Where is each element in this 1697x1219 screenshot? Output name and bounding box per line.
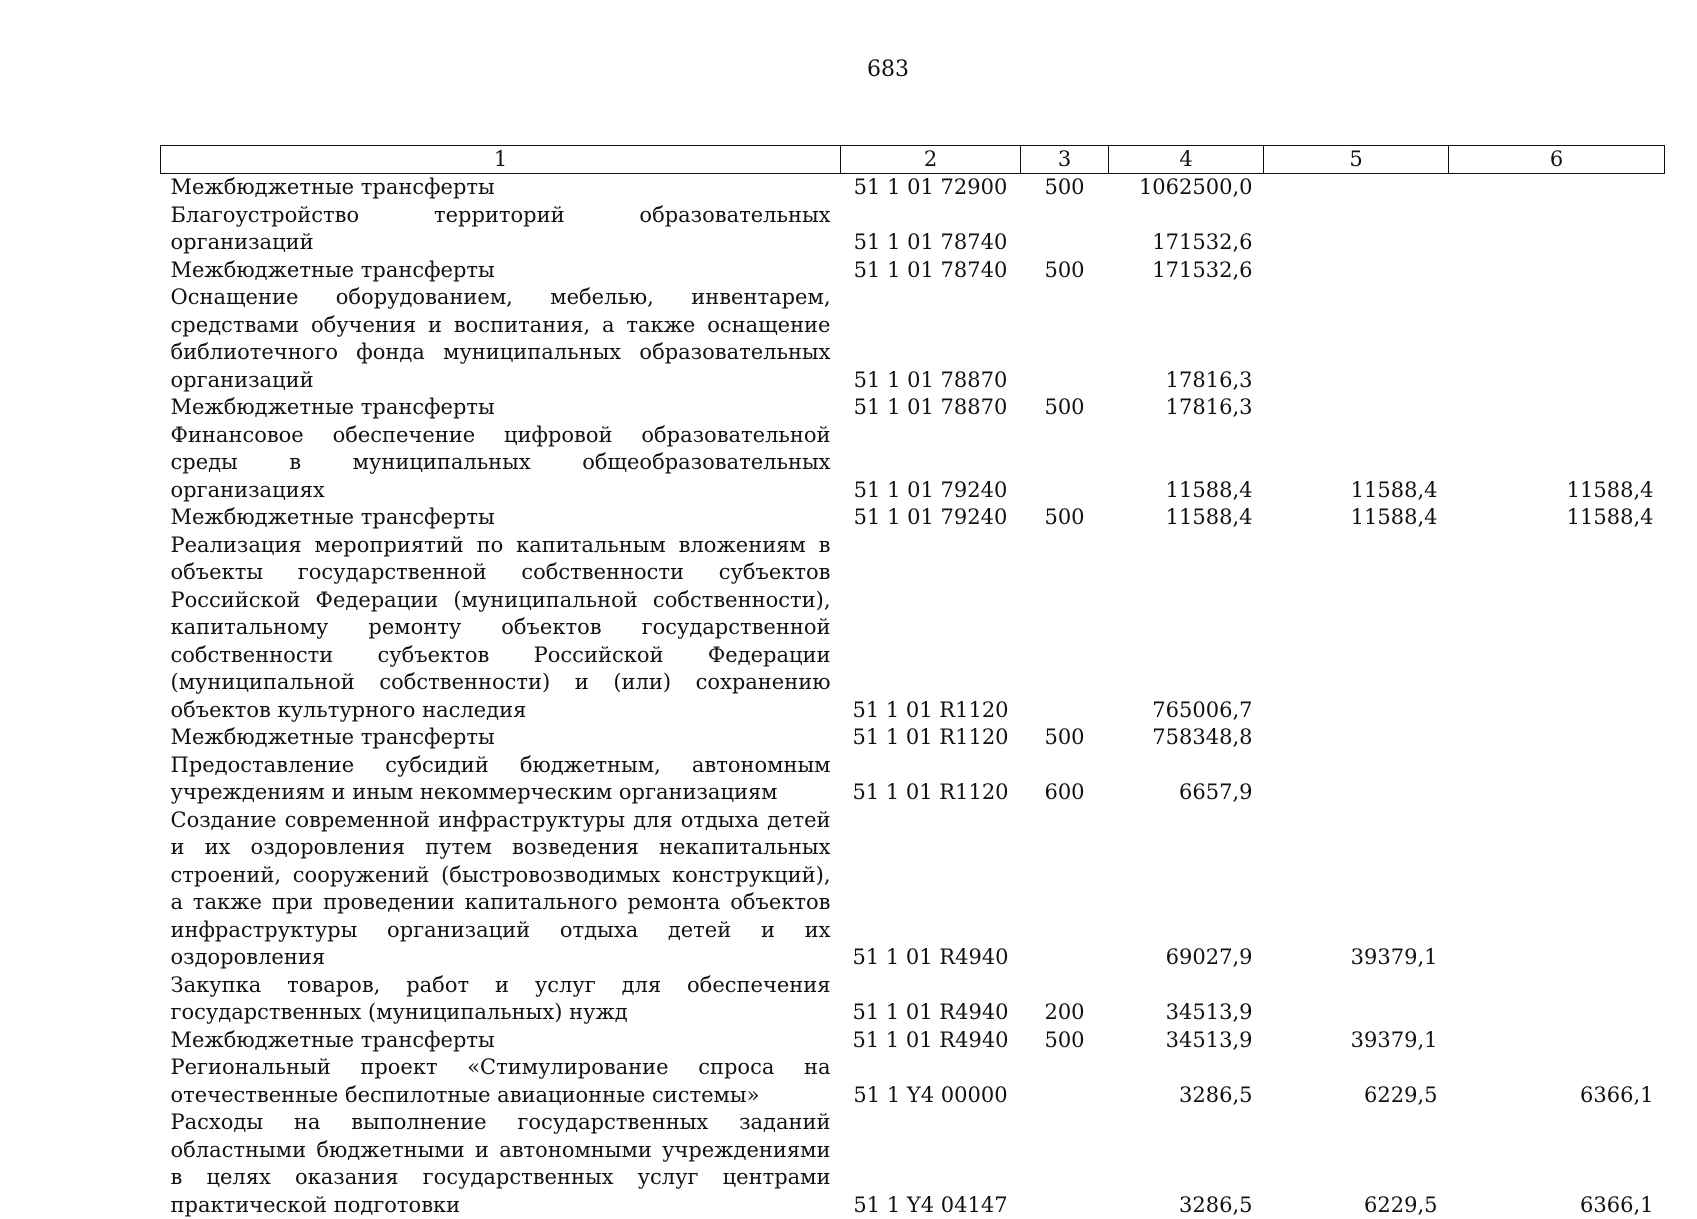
row-expense-type	[1021, 422, 1109, 505]
row-value-col4: 765006,7	[1109, 532, 1264, 725]
row-name: Оснащение оборудованием, мебелью, инвентарем, средствами обучения и воспитания, а также оснащение библиотечного фонда муниципальных образовательных организаций	[161, 284, 841, 394]
row-code: 51 1 01 78740	[841, 257, 1021, 285]
row-code: 51 1 01 R4940	[841, 1027, 1021, 1055]
row-expense-type: 500	[1021, 257, 1109, 285]
row-name: Межбюджетные трансферты	[161, 394, 841, 422]
table-row	[161, 752, 1665, 807]
row-value-col4: 171532,6	[1109, 202, 1264, 257]
row-value-col5: 39379,1	[1264, 1027, 1449, 1055]
row-code: 51 1 Y4 00000	[841, 1054, 1021, 1109]
row-value-col4: 1062500,0	[1109, 174, 1264, 202]
row-name: Региональный проект «Стимулирование спроса на отечественные беспилотные авиационные системы»	[161, 1054, 841, 1109]
row-code: 51 1 Y4 04147	[841, 1109, 1021, 1219]
row-value-col4: 17816,3	[1109, 394, 1264, 422]
row-value-col6	[1449, 1027, 1665, 1055]
row-value-col4: 34513,9	[1109, 1027, 1264, 1055]
row-value-col4: 17816,3	[1109, 284, 1264, 394]
row-expense-type	[1021, 807, 1109, 972]
row-value-col5	[1264, 972, 1449, 1027]
row-value-col4: 3286,5	[1109, 1054, 1264, 1109]
row-value-col6	[1449, 807, 1665, 972]
page-number: 683	[0, 57, 1697, 82]
table-row	[161, 972, 1665, 1027]
table-body	[161, 174, 1665, 1219]
row-code: 51 1 01 R4940	[841, 972, 1021, 1027]
table-row	[161, 422, 1665, 505]
row-expense-type	[1021, 1109, 1109, 1219]
row-value-col6: 11588,4	[1449, 504, 1665, 532]
row-code: 51 1 01 R1120	[841, 724, 1021, 752]
row-expense-type: 500	[1021, 504, 1109, 532]
row-value-col4: 3286,5	[1109, 1109, 1264, 1219]
row-expense-type: 200	[1021, 972, 1109, 1027]
row-code: 51 1 01 78870	[841, 394, 1021, 422]
row-value-col6: 6366,1	[1449, 1109, 1665, 1219]
row-name: Создание современной инфраструктуры для отдыха детей и их оздоровления путем возведения некапитальных строений, сооружений (быстровозводимых конструкций), а также при проведении капитального ремонта объектов инфраструктуры организаций отдыха детей и их оздоровления	[161, 807, 841, 972]
row-value-col5	[1264, 284, 1449, 394]
row-value-col5	[1264, 257, 1449, 285]
row-value-col6	[1449, 202, 1665, 257]
row-expense-type: 500	[1021, 1027, 1109, 1055]
row-expense-type	[1021, 1054, 1109, 1109]
row-expense-type: 500	[1021, 174, 1109, 202]
row-value-col6: 6366,1	[1449, 1054, 1665, 1109]
row-value-col4: 6657,9	[1109, 752, 1264, 807]
row-value-col6	[1449, 752, 1665, 807]
row-value-col5	[1264, 532, 1449, 725]
row-code: 51 1 01 79240	[841, 504, 1021, 532]
row-value-col4: 758348,8	[1109, 724, 1264, 752]
row-value-col5	[1264, 752, 1449, 807]
row-expense-type	[1021, 202, 1109, 257]
row-value-col6	[1449, 394, 1665, 422]
row-value-col6: 11588,4	[1449, 422, 1665, 505]
table-row	[161, 174, 1665, 202]
row-name: Межбюджетные трансферты	[161, 257, 841, 285]
table-row	[161, 284, 1665, 394]
row-value-col5: 11588,4	[1264, 422, 1449, 505]
row-code: 51 1 01 R1120	[841, 752, 1021, 807]
row-expense-type: 500	[1021, 724, 1109, 752]
row-value-col6	[1449, 532, 1665, 725]
row-value-col5	[1264, 724, 1449, 752]
table-row	[161, 1054, 1665, 1109]
table-row	[161, 394, 1665, 422]
header-col-6: 6	[1449, 146, 1665, 174]
row-code: 51 1 01 79240	[841, 422, 1021, 505]
row-code: 51 1 01 78870	[841, 284, 1021, 394]
row-name: Межбюджетные трансферты	[161, 174, 841, 202]
table-row	[161, 504, 1665, 532]
header-col-4: 4	[1109, 146, 1264, 174]
row-expense-type: 600	[1021, 752, 1109, 807]
row-value-col5	[1264, 394, 1449, 422]
row-value-col6	[1449, 724, 1665, 752]
row-value-col6	[1449, 284, 1665, 394]
table-row	[161, 724, 1665, 752]
row-value-col4: 69027,9	[1109, 807, 1264, 972]
row-name: Предоставление субсидий бюджетным, автономным учреждениям и иным некоммерческим организациям	[161, 752, 841, 807]
row-expense-type: 500	[1021, 394, 1109, 422]
table-row	[161, 1109, 1665, 1219]
table-row	[161, 202, 1665, 257]
row-value-col5: 6229,5	[1264, 1109, 1449, 1219]
table-row	[161, 257, 1665, 285]
row-name: Межбюджетные трансферты	[161, 504, 841, 532]
row-code: 51 1 01 78740	[841, 202, 1021, 257]
row-code: 51 1 01 R4940	[841, 807, 1021, 972]
row-value-col5: 6229,5	[1264, 1054, 1449, 1109]
row-value-col5: 11588,4	[1264, 504, 1449, 532]
row-name: Межбюджетные трансферты	[161, 724, 841, 752]
row-value-col4: 11588,4	[1109, 422, 1264, 505]
table-header	[161, 146, 1665, 174]
header-col-5: 5	[1264, 146, 1449, 174]
row-name: Расходы на выполнение государственных заданий областными бюджетными и автономными учреждениями в целях оказания государственных услуг центрами практической подготовки	[161, 1109, 841, 1219]
row-value-col4: 11588,4	[1109, 504, 1264, 532]
row-code: 51 1 01 72900	[841, 174, 1021, 202]
header-col-1: 1	[161, 146, 841, 174]
row-value-col6	[1449, 972, 1665, 1027]
budget-table	[160, 145, 1665, 1219]
row-name: Закупка товаров, работ и услуг для обеспечения государственных (муниципальных) нужд	[161, 972, 841, 1027]
row-value-col6	[1449, 257, 1665, 285]
row-value-col4: 34513,9	[1109, 972, 1264, 1027]
row-value-col6	[1449, 174, 1665, 202]
row-value-col4: 171532,6	[1109, 257, 1264, 285]
header-col-3: 3	[1021, 146, 1109, 174]
row-name: Финансовое обеспечение цифровой образовательной среды в муниципальных общеобразовательных организациях	[161, 422, 841, 505]
row-name: Межбюджетные трансферты	[161, 1027, 841, 1055]
header-col-2: 2	[841, 146, 1021, 174]
row-value-col5	[1264, 174, 1449, 202]
row-value-col5	[1264, 202, 1449, 257]
row-name: Реализация мероприятий по капитальным вложениям в объекты государственной собственности субъектов Российской Федерации (муниципальной собственности), капитальному ремонту объектов государственной собственности субъектов Российской Федерации (муниципальной собственности) и (или) сохранению объектов культурного наследия	[161, 532, 841, 725]
row-value-col5: 39379,1	[1264, 807, 1449, 972]
row-code: 51 1 01 R1120	[841, 532, 1021, 725]
row-expense-type	[1021, 284, 1109, 394]
table-row	[161, 532, 1665, 725]
table-row	[161, 807, 1665, 972]
row-expense-type	[1021, 532, 1109, 725]
row-name: Благоустройство территорий образовательных организаций	[161, 202, 841, 257]
table-row	[161, 1027, 1665, 1055]
header-row	[161, 146, 1665, 174]
